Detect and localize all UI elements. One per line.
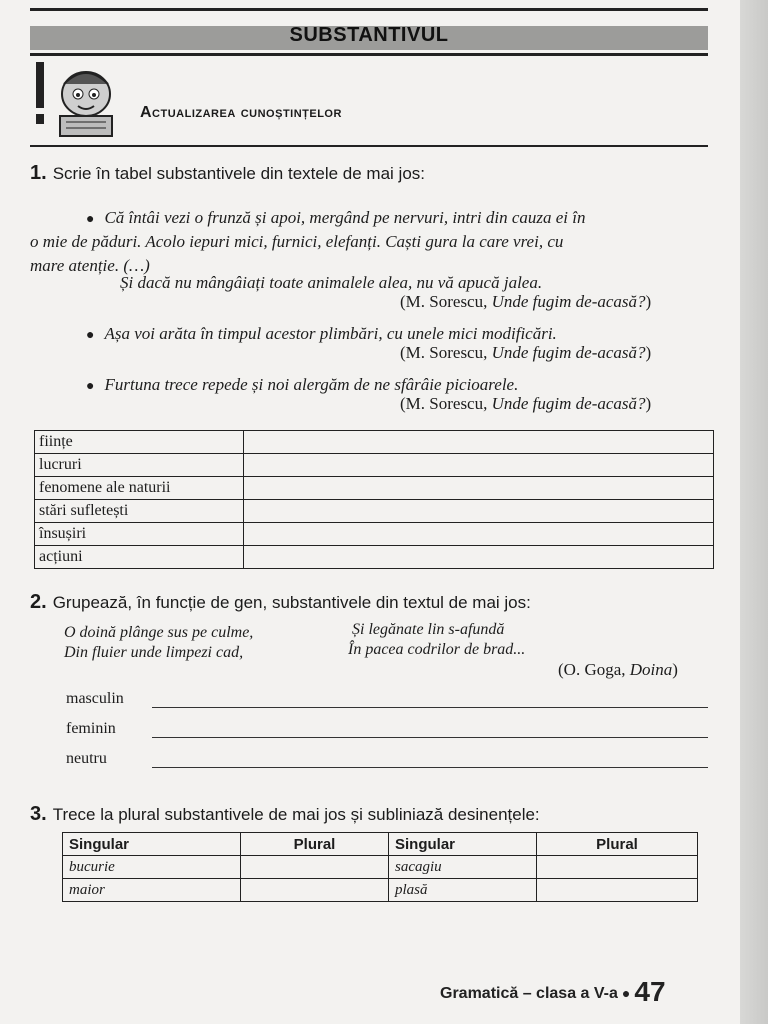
- page-title: SUBSTANTIVUL: [289, 24, 449, 46]
- quote-1-line-3: mare atenție. (…): [30, 256, 150, 275]
- category-label: însușiri: [35, 523, 244, 546]
- plural-table: [62, 832, 698, 902]
- table-row: [35, 431, 714, 454]
- answer-cell[interactable]: [244, 431, 714, 454]
- source-author: (O. Goga,: [558, 660, 630, 679]
- table-cell: maior: [63, 879, 241, 902]
- answer-cell[interactable]: [537, 879, 698, 902]
- poem-left-line-2: Din fluier unde limpezi cad,: [64, 644, 244, 661]
- source-author: (M. Sorescu,: [400, 343, 492, 362]
- mascot-illustration: [30, 60, 130, 140]
- table-cell: plasă: [389, 879, 537, 902]
- source-end: ): [645, 343, 652, 362]
- quote-2-source: [400, 343, 651, 363]
- section-heading: Actualizarea cunoștințelor: [140, 104, 342, 121]
- table-row: [63, 879, 698, 902]
- answer-cell[interactable]: [244, 523, 714, 546]
- answer-cell[interactable]: [537, 856, 698, 879]
- category-label: ființe: [35, 431, 244, 454]
- book-title: Gramatică – clasa a V-a: [440, 985, 618, 1002]
- poem-right-line-2: În pacea codrilor de brad...: [348, 641, 526, 658]
- quote-1-line-4: Și dacă nu mângâiați toate animalele alea, nu vă apucă jalea.: [120, 273, 543, 292]
- column-header: Plural: [537, 833, 698, 856]
- table-header-row: [63, 833, 698, 856]
- table-cell: sacagiu: [389, 856, 537, 879]
- exercise-3-number: 3.: [30, 803, 47, 825]
- table-row: [35, 500, 714, 523]
- title-band: [30, 8, 708, 56]
- answer-cell[interactable]: [244, 454, 714, 477]
- quote-1-line-2: o mie de păduri. Acolo iepuri mici, furnici, elefanți. Caști gura la care vrei, cu: [30, 232, 564, 251]
- column-header: Singular: [389, 833, 537, 856]
- source-end: ): [645, 394, 652, 413]
- poem-source: [558, 660, 678, 680]
- title-rule-bottom: [30, 53, 708, 56]
- source-author: (M. Sorescu,: [400, 292, 492, 311]
- exercise-1-instruction: [30, 162, 425, 185]
- category-label: fenomene ale naturii: [35, 477, 244, 500]
- answer-line[interactable]: [152, 767, 708, 768]
- exercise-2-instruction: [30, 591, 531, 614]
- table-row: [35, 523, 714, 546]
- answer-cell[interactable]: [241, 879, 389, 902]
- source-author: (M. Sorescu,: [400, 394, 492, 413]
- page-edge-shadow: [740, 0, 768, 1024]
- source-work: Doina: [629, 660, 673, 679]
- bullet-icon: ●: [86, 328, 95, 343]
- quote-1-source: [400, 292, 651, 312]
- exercise-3-instruction: [30, 803, 540, 826]
- quote-1-text-1: Că întâi vezi o frunză și apoi, mergând pe nervuri, intri din cauza ei în: [104, 208, 586, 227]
- column-header: Plural: [241, 833, 389, 856]
- category-label: lucruri: [35, 454, 244, 477]
- title-rule-top: [30, 8, 708, 11]
- bullet-icon: ●: [86, 379, 95, 394]
- source-work: Unde fugim de-acasă?: [491, 343, 646, 362]
- noun-category-table: [34, 430, 714, 569]
- exercise-2-text: Grupează, în funcție de gen, substantivele din textul de mai jos:: [52, 593, 531, 612]
- exercise-3-text: Trece la plural substantivele de mai jos și subliniază desinențele:: [52, 805, 540, 824]
- table-cell: bucurie: [63, 856, 241, 879]
- poem-right-line-1: Și legănate lin s-afundă: [352, 621, 505, 638]
- page-footer: [440, 976, 666, 1008]
- poem-left-line-1: O doină plânge sus pe culme,: [64, 624, 254, 641]
- gender-label-neuter: neutru: [66, 750, 107, 767]
- exercise-2-number: 2.: [30, 591, 47, 613]
- answer-cell[interactable]: [244, 500, 714, 523]
- table-row: [35, 477, 714, 500]
- category-label: acțiuni: [35, 546, 244, 569]
- quote-3-source: [400, 394, 651, 414]
- bullet-icon: ●: [86, 212, 95, 227]
- section-rule: [30, 145, 708, 147]
- column-header: Singular: [63, 833, 241, 856]
- bullet-icon: ●: [621, 985, 631, 1001]
- answer-cell[interactable]: [241, 856, 389, 879]
- source-end: ): [645, 292, 652, 311]
- page-number: 47: [634, 976, 666, 1007]
- gender-label-masculine: masculin: [66, 690, 124, 707]
- exercise-1-number: 1.: [30, 162, 47, 184]
- source-work: Unde fugim de-acasă?: [491, 292, 646, 311]
- category-label: stări sufletești: [35, 500, 244, 523]
- answer-line[interactable]: [152, 707, 708, 708]
- quote-3-text: Furtuna trece repede și noi alergăm de ne sfârâie picioarele.: [104, 375, 519, 394]
- source-work: Unde fugim de-acasă?: [491, 394, 646, 413]
- source-end: ): [672, 660, 678, 679]
- exercise-1-text: Scrie în tabel substantivele din textele de mai jos:: [52, 164, 426, 183]
- answer-cell[interactable]: [244, 546, 714, 569]
- table-row: [35, 454, 714, 477]
- answer-cell[interactable]: [244, 477, 714, 500]
- gender-label-feminine: feminin: [66, 720, 116, 737]
- table-row: [35, 546, 714, 569]
- answer-line[interactable]: [152, 737, 708, 738]
- quote-2-text: Așa voi arăta în timpul acestor plimbări, cu unele mici modificări.: [104, 324, 557, 343]
- table-row: [63, 856, 698, 879]
- quote-1-line-1: [86, 206, 585, 232]
